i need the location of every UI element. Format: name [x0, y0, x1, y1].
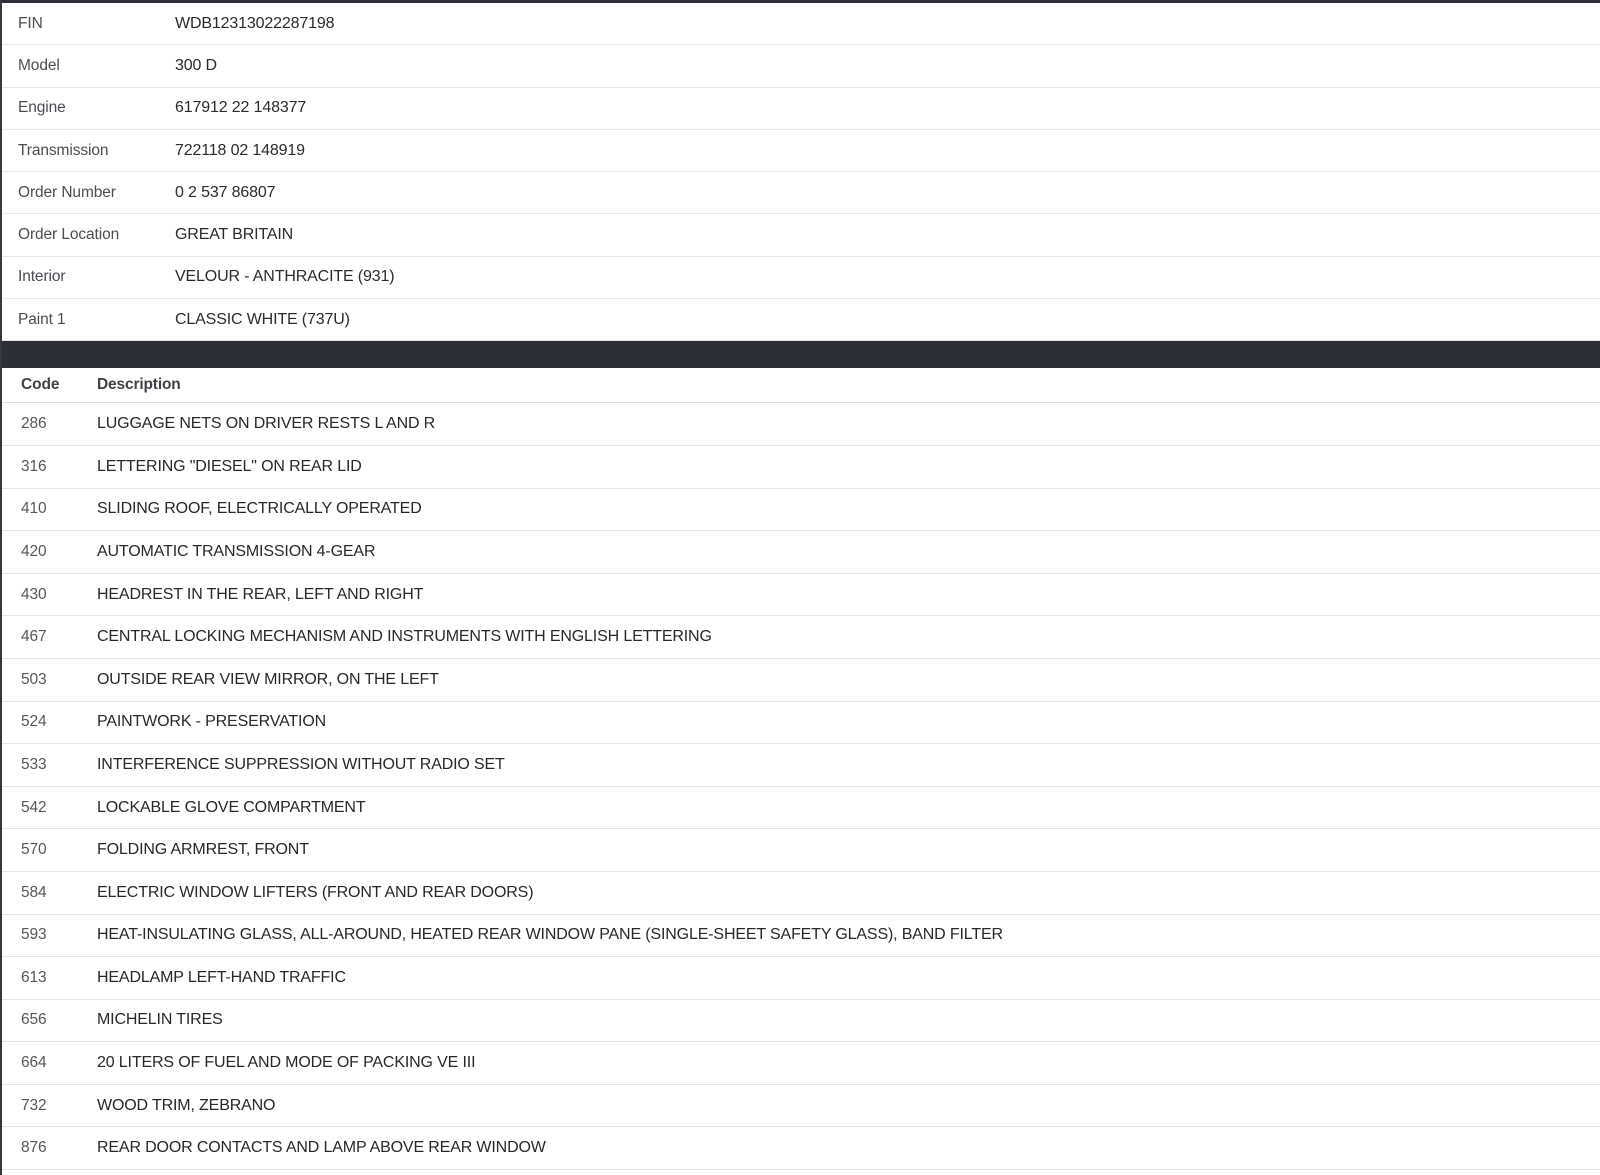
code-cell: 570 — [21, 841, 47, 859]
vehicle-info-row — [0, 88, 1600, 130]
vehicle-info-row — [0, 45, 1600, 87]
field-value: VELOUR - ANTHRACITE (931) — [175, 268, 395, 286]
description-cell: 20 LITERS OF FUEL AND MODE OF PACKING VE III — [97, 1054, 476, 1072]
code-row — [0, 957, 1600, 1000]
code-row — [0, 489, 1600, 532]
section-divider-bar — [0, 341, 1600, 368]
code-cell: 503 — [21, 670, 47, 688]
description-cell: LUGGAGE NETS ON DRIVER RESTS L AND R — [97, 415, 436, 433]
field-label: FIN — [18, 14, 43, 32]
description-cell: OUTSIDE REAR VIEW MIRROR, ON THE LEFT — [97, 670, 439, 688]
code-cell: 584 — [21, 883, 47, 901]
description-cell: LETTERING "DIESEL" ON REAR LID — [97, 457, 362, 475]
field-value: GREAT BRITAIN — [175, 226, 294, 244]
code-row — [0, 872, 1600, 915]
vehicle-info-row — [0, 214, 1600, 256]
code-row — [0, 1042, 1600, 1085]
vehicle-info-row — [0, 299, 1600, 341]
code-row — [0, 744, 1600, 787]
description-cell: MICHELIN TIRES — [97, 1011, 223, 1029]
field-label: Order Number — [18, 183, 116, 201]
description-cell: REAR DOOR CONTACTS AND LAMP ABOVE REAR WINDOW — [97, 1139, 546, 1157]
field-value: CLASSIC WHITE (737U) — [175, 310, 350, 328]
left-border-line — [0, 0, 2, 1175]
vehicle-info-table — [0, 3, 1600, 341]
description-cell: HEADLAMP LEFT-HAND TRAFFIC — [97, 968, 346, 986]
vehicle-info-row — [0, 172, 1600, 214]
vehicle-info-row — [0, 130, 1600, 172]
code-row — [0, 403, 1600, 446]
description-column-header: Description — [97, 376, 181, 394]
description-cell: ELECTRIC WINDOW LIFTERS (FRONT AND REAR DOORS) — [97, 883, 534, 901]
field-value: 300 D — [175, 56, 217, 74]
description-cell: LOCKABLE GLOVE COMPARTMENT — [97, 798, 366, 816]
code-cell: 410 — [21, 500, 47, 518]
code-row — [0, 915, 1600, 958]
code-row — [0, 1127, 1600, 1170]
description-cell: PAINTWORK - PRESERVATION — [97, 713, 327, 731]
code-row — [0, 1000, 1600, 1043]
field-label: Engine — [18, 99, 66, 117]
field-label: Transmission — [18, 141, 109, 159]
field-label: Model — [18, 56, 60, 74]
code-row — [0, 702, 1600, 745]
field-value: 617912 22 148377 — [175, 99, 307, 117]
vehicle-info-row — [0, 257, 1600, 299]
code-cell: 876 — [21, 1139, 47, 1157]
code-cell: 533 — [21, 755, 47, 773]
code-row — [0, 574, 1600, 617]
field-value: WDB12313022287198 — [175, 14, 335, 32]
field-label: Interior — [18, 268, 66, 286]
equipment-codes-table — [0, 368, 1600, 1170]
code-cell: 286 — [21, 415, 47, 433]
codes-rows — [0, 403, 1600, 1170]
code-row — [0, 446, 1600, 489]
code-row — [0, 616, 1600, 659]
code-cell: 613 — [21, 968, 47, 986]
field-label: Order Location — [18, 226, 120, 244]
description-cell: INTERFERENCE SUPPRESSION WITHOUT RADIO SET — [97, 755, 505, 773]
field-value: 0 2 537 86807 — [175, 183, 276, 201]
code-cell: 656 — [21, 1011, 47, 1029]
description-cell: WOOD TRIM, ZEBRANO — [97, 1096, 276, 1114]
code-cell: 430 — [21, 585, 47, 603]
description-cell: SLIDING ROOF, ELECTRICALLY OPERATED — [97, 500, 422, 518]
description-cell: CENTRAL LOCKING MECHANISM AND INSTRUMENTS WITH ENGLISH LETTERING — [97, 628, 712, 646]
vehicle-info-row — [0, 3, 1600, 45]
code-row — [0, 829, 1600, 872]
code-cell: 664 — [21, 1054, 47, 1072]
code-row — [0, 1085, 1600, 1128]
code-cell: 593 — [21, 926, 47, 944]
description-cell: HEADREST IN THE REAR, LEFT AND RIGHT — [97, 585, 424, 603]
code-cell: 524 — [21, 713, 47, 731]
field-value: 722118 02 148919 — [175, 141, 305, 159]
code-cell: 542 — [21, 798, 47, 816]
code-row — [0, 659, 1600, 702]
code-cell: 467 — [21, 628, 47, 646]
description-cell: FOLDING ARMREST, FRONT — [97, 841, 309, 859]
code-row — [0, 787, 1600, 830]
code-column-header: Code — [21, 376, 60, 394]
codes-header-row — [0, 368, 1600, 403]
code-cell: 732 — [21, 1096, 47, 1114]
description-cell: AUTOMATIC TRANSMISSION 4-GEAR — [97, 542, 376, 560]
description-cell: HEAT-INSULATING GLASS, ALL-AROUND, HEATED REAR WINDOW PANE (SINGLE-SHEET SAFETY GLASS), BAND FILTER — [97, 926, 1003, 944]
field-label: Paint 1 — [18, 310, 66, 328]
code-row — [0, 531, 1600, 574]
code-cell: 316 — [21, 457, 47, 475]
code-cell: 420 — [21, 542, 47, 560]
